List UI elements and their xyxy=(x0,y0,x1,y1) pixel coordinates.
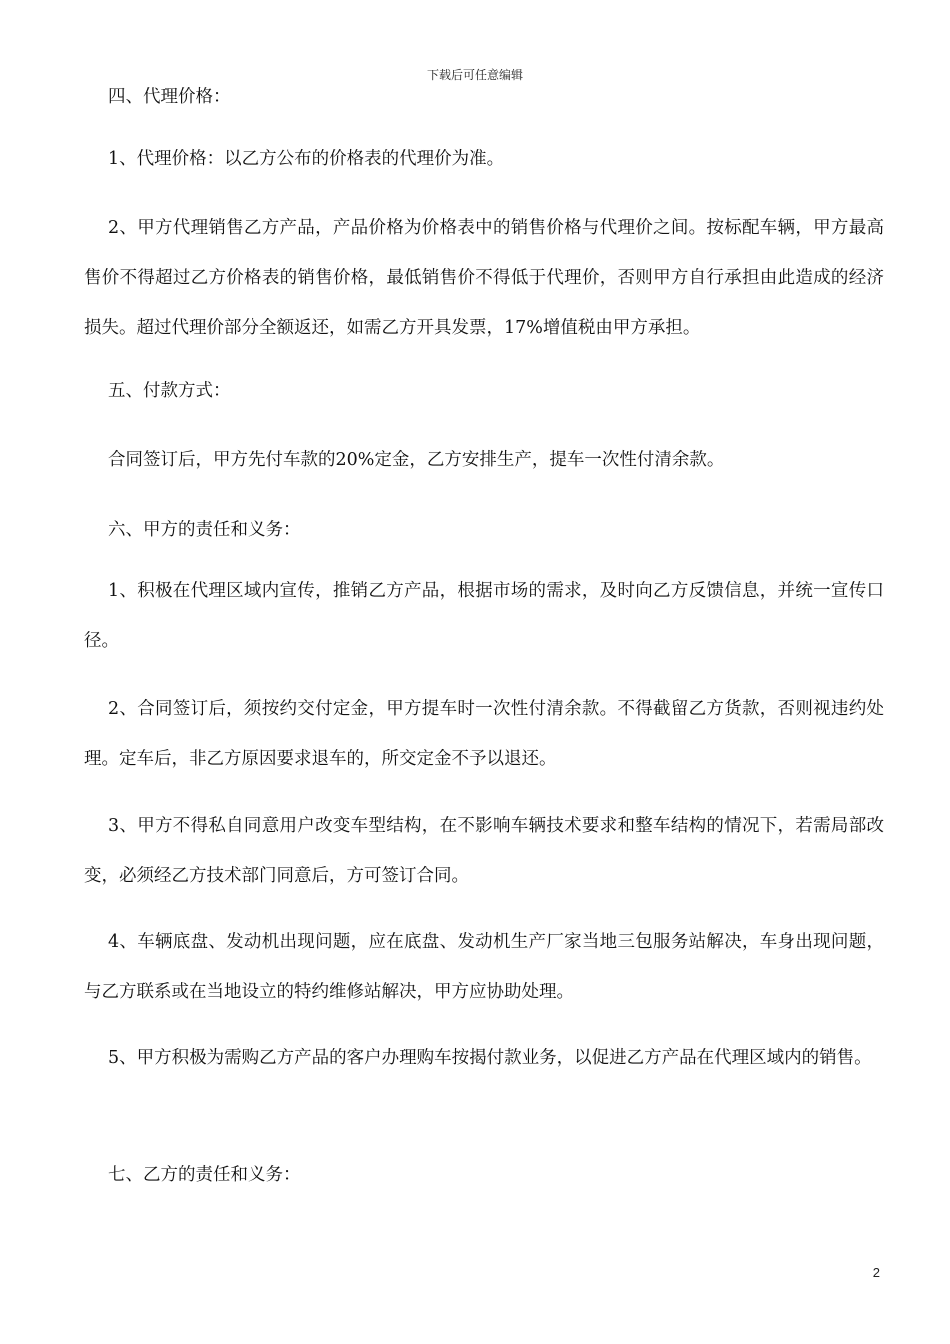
section-heading-party-b-duties: 七、乙方的责任和义务： xyxy=(108,1165,301,1185)
clause-paragraph: 2、合同签订后，须按约交付定金，甲方提车时一次性付清余款。不得截留乙方货款，否则视违约处理。定车后，非乙方原因要求退车的，所交定金不予以退还。 xyxy=(84,699,884,769)
clause-paragraph: 2、甲方代理销售乙方产品，产品价格为价格表中的销售价格与代理价之间。按标配车辆，甲方最高售价不得超过乙方价格表的销售价格，最低销售价不得低于代理价，否则甲方自行承担由此造成的经济损失。超过代理价部分全额返还，如需乙方开具发票，17%增值税由甲方承担。 xyxy=(84,218,884,338)
clause-paragraph: 1、积极在代理区域内宣传，推销乙方产品，根据市场的需求，及时向乙方反馈信息，并统一宣传口径。 xyxy=(84,581,884,651)
section-heading-party-a-duties: 六、甲方的责任和义务： xyxy=(108,520,301,540)
clause-paragraph: 合同签订后，甲方先付车款的20%定金，乙方安排生产，提车一次性付清余款。 xyxy=(108,450,725,470)
clause-paragraph: 4、车辆底盘、发动机出现问题，应在底盘、发动机生产厂家当地三包服务站解决，车身出现问题，与乙方联系或在当地设立的特约维修站解决，甲方应协助处理。 xyxy=(84,932,884,1002)
header-note: 下载后可任意编辑 xyxy=(426,68,523,82)
section-heading-payment: 五、付款方式： xyxy=(108,381,231,401)
page-number: 2 xyxy=(872,1265,880,1280)
clause-paragraph: 5、甲方积极为需购乙方产品的客户办理购车按揭付款业务，以促进乙方产品在代理区域内的销售。 xyxy=(108,1048,872,1068)
section-heading-agency-price: 四、代理价格： xyxy=(108,87,231,107)
clause-paragraph: 3、甲方不得私自同意用户改变车型结构，在不影响车辆技术要求和整车结构的情况下，若需局部改变，必须经乙方技术部门同意后，方可签订合同。 xyxy=(84,816,884,886)
clause-paragraph: 1、代理价格：以乙方公布的价格表的代理价为准。 xyxy=(108,149,505,169)
